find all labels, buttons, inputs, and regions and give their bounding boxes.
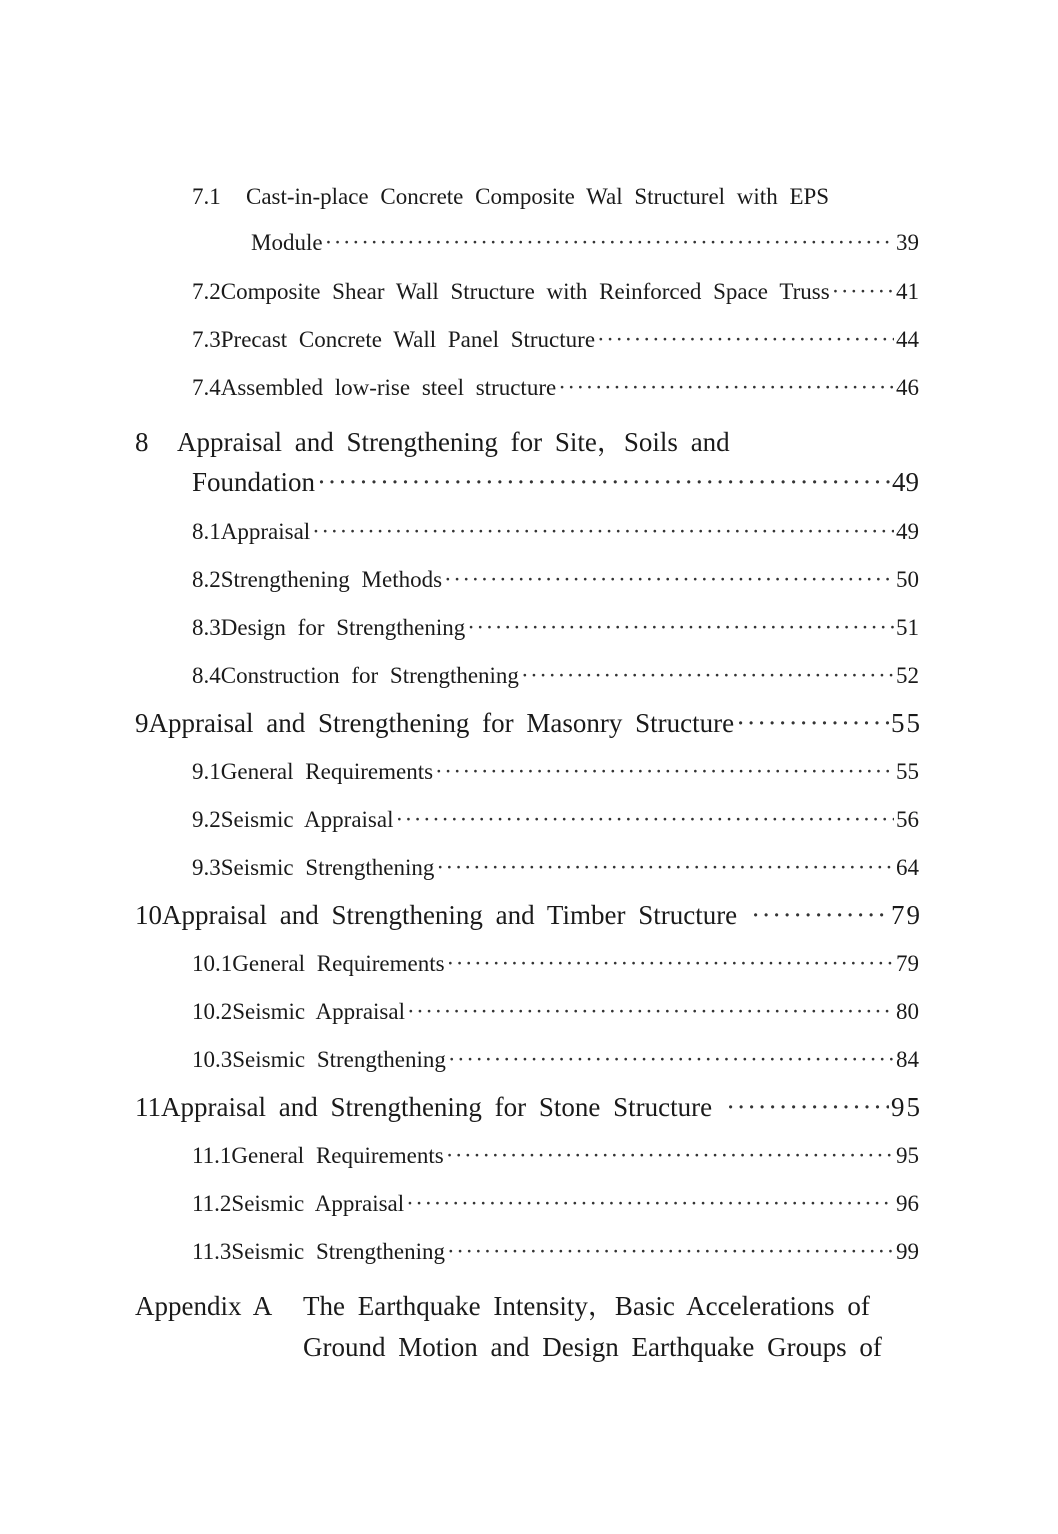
dot-leader (448, 1047, 894, 1073)
entry-number: 9.2 (192, 807, 221, 832)
entry-number: 11.1 (192, 1143, 232, 1168)
dot-leader (447, 951, 894, 977)
toc-chapter-8[interactable] (135, 420, 730, 459)
toc-chapter-8-continued[interactable] (192, 467, 919, 498)
entry-number: 10.1 (192, 951, 233, 976)
entry-title: General Requirements (220, 759, 434, 784)
page-number: 52 (896, 663, 919, 688)
page-number: 99 (896, 1239, 919, 1264)
dot-leader (406, 1191, 894, 1217)
chapter-number: 9 (135, 708, 149, 738)
chapter-title-continued: Foundation (192, 467, 316, 497)
page-number: 50 (896, 567, 919, 592)
dot-leader (467, 615, 894, 641)
dot-leader (317, 467, 890, 498)
toc-entry-10-3[interactable] (192, 1047, 919, 1073)
dot-leader (832, 279, 894, 305)
entry-title: Seismic Appraisal (220, 807, 394, 832)
entry-number: 11.3 (192, 1239, 232, 1264)
dot-leader (736, 708, 889, 739)
dot-leader (446, 1143, 894, 1169)
chapter-number: 11 (135, 1092, 161, 1122)
entry-number: 11.2 (192, 1191, 232, 1216)
appendix-label: Appendix A (135, 1291, 273, 1321)
toc-entry-10-2[interactable] (192, 999, 919, 1025)
appendix-title: The Earthquake Intensity，Basic Accelerations of (303, 1291, 870, 1321)
dot-leader (558, 375, 894, 401)
entry-title: Seismic Strengthening (220, 855, 435, 880)
toc-entry-9-1[interactable] (192, 759, 919, 785)
dot-leader (435, 759, 894, 785)
chapter-number: 8 (135, 427, 149, 457)
entry-title-continued: Module (251, 230, 323, 255)
entry-title: Cast-in-place Concrete Composite Wal Structurel with EPS (246, 184, 830, 209)
page-number: 84 (896, 1047, 919, 1072)
toc-entry-8-1[interactable] (192, 519, 919, 545)
toc-entry-11-1[interactable] (192, 1143, 919, 1169)
toc-entry-8-2[interactable] (192, 567, 919, 593)
dot-leader (726, 1092, 889, 1123)
chapter-title: Appraisal and Strengthening for Masonry Structure (148, 708, 735, 738)
entry-number: 9.3 (192, 855, 221, 880)
toc-entry-8-4[interactable] (192, 663, 919, 689)
entry-number: 8.4 (192, 663, 221, 688)
toc-chapter-9[interactable] (135, 708, 922, 739)
entry-number: 8.1 (192, 519, 221, 544)
dot-leader (395, 807, 894, 833)
dot-leader (436, 855, 894, 881)
entry-title: Seismic Strengthening (232, 1047, 446, 1072)
entry-number: 9.1 (192, 759, 221, 784)
toc-entry-9-2[interactable] (192, 807, 919, 833)
chapter-title: Appraisal and Strengthening for Stone Structure (161, 1092, 713, 1122)
entry-number: 10.2 (192, 999, 233, 1024)
page-number: 49 (896, 519, 919, 544)
page-number: 56 (896, 807, 919, 832)
entry-title: Construction for Strengthening (220, 663, 519, 688)
page-number: 95 (896, 1143, 919, 1168)
entry-title: Assembled low-rise steel structure (220, 375, 557, 400)
dot-leader (325, 230, 894, 256)
entry-title: Seismic Appraisal (231, 1191, 405, 1216)
entry-number: 10.3 (192, 1047, 233, 1072)
page-number: 39 (896, 230, 919, 255)
entry-number: 7.3 (192, 327, 221, 352)
toc-entry-7-2[interactable] (192, 279, 919, 305)
chapter-number: 10 (135, 900, 162, 930)
dot-leader (312, 519, 894, 545)
page-number: 79 (896, 951, 919, 976)
toc-entry-7-1[interactable] (192, 184, 829, 210)
toc-entry-8-3[interactable] (192, 615, 919, 641)
page-number: 64 (896, 855, 919, 880)
page-number: 46 (896, 375, 919, 400)
page-number: 51 (896, 615, 919, 640)
page-number: 44 (896, 327, 919, 352)
entry-title: Strengthening Methods (220, 567, 443, 592)
dot-leader (521, 663, 894, 689)
toc-chapter-11[interactable] (135, 1092, 922, 1123)
entry-number: 7.2 (192, 279, 221, 304)
entry-title: General Requirements (232, 951, 445, 976)
dot-leader (407, 999, 894, 1025)
dot-leader (597, 327, 894, 353)
page-number: 79 (891, 900, 922, 930)
entry-number: 8.3 (192, 615, 221, 640)
entry-number: 7.1 (192, 184, 221, 209)
dot-leader (751, 900, 889, 931)
toc-entry-11-3[interactable] (192, 1239, 919, 1265)
toc-entry-10-1[interactable] (192, 951, 919, 977)
entry-title: Composite Shear Wall Structure with Reinforced Space Truss (220, 279, 830, 304)
toc-chapter-10[interactable] (135, 900, 922, 931)
entry-number: 8.2 (192, 567, 221, 592)
entry-title: Precast Concrete Wall Panel Structure (220, 327, 596, 352)
entry-title: Appraisal (220, 519, 311, 544)
toc-entry-11-2[interactable] (192, 1191, 919, 1217)
chapter-title: Appraisal and Strengthening for Site，Soils and (177, 427, 730, 457)
entry-title: Seismic Strengthening (231, 1239, 446, 1264)
chapter-title: Appraisal and Strengthening and Timber Structure (162, 900, 738, 930)
page-number: 49 (892, 467, 919, 497)
appendix-title-continued: Ground Motion and Design Earthquake Groups of (303, 1332, 882, 1362)
page-number: 55 (891, 708, 922, 738)
toc-entry-7-3[interactable] (192, 327, 919, 353)
entry-number: 7.4 (192, 375, 221, 400)
entry-title: Design for Strengthening (220, 615, 466, 640)
toc-entry-7-4[interactable] (192, 375, 919, 401)
page-number: 96 (896, 1191, 919, 1216)
entry-title: General Requirements (231, 1143, 444, 1168)
page-number: 80 (896, 999, 919, 1024)
toc-appendix-a[interactable] (135, 1284, 870, 1323)
dot-leader (444, 567, 894, 593)
page-number: 41 (896, 279, 919, 304)
toc-entry-9-3[interactable] (192, 855, 919, 881)
page-number: 55 (896, 759, 919, 784)
toc-appendix-a-continued[interactable] (303, 1332, 882, 1363)
page-number: 95 (891, 1092, 922, 1122)
dot-leader (447, 1239, 894, 1265)
toc-entry-7-1-continued[interactable] (251, 230, 919, 256)
entry-title: Seismic Appraisal (232, 999, 405, 1024)
